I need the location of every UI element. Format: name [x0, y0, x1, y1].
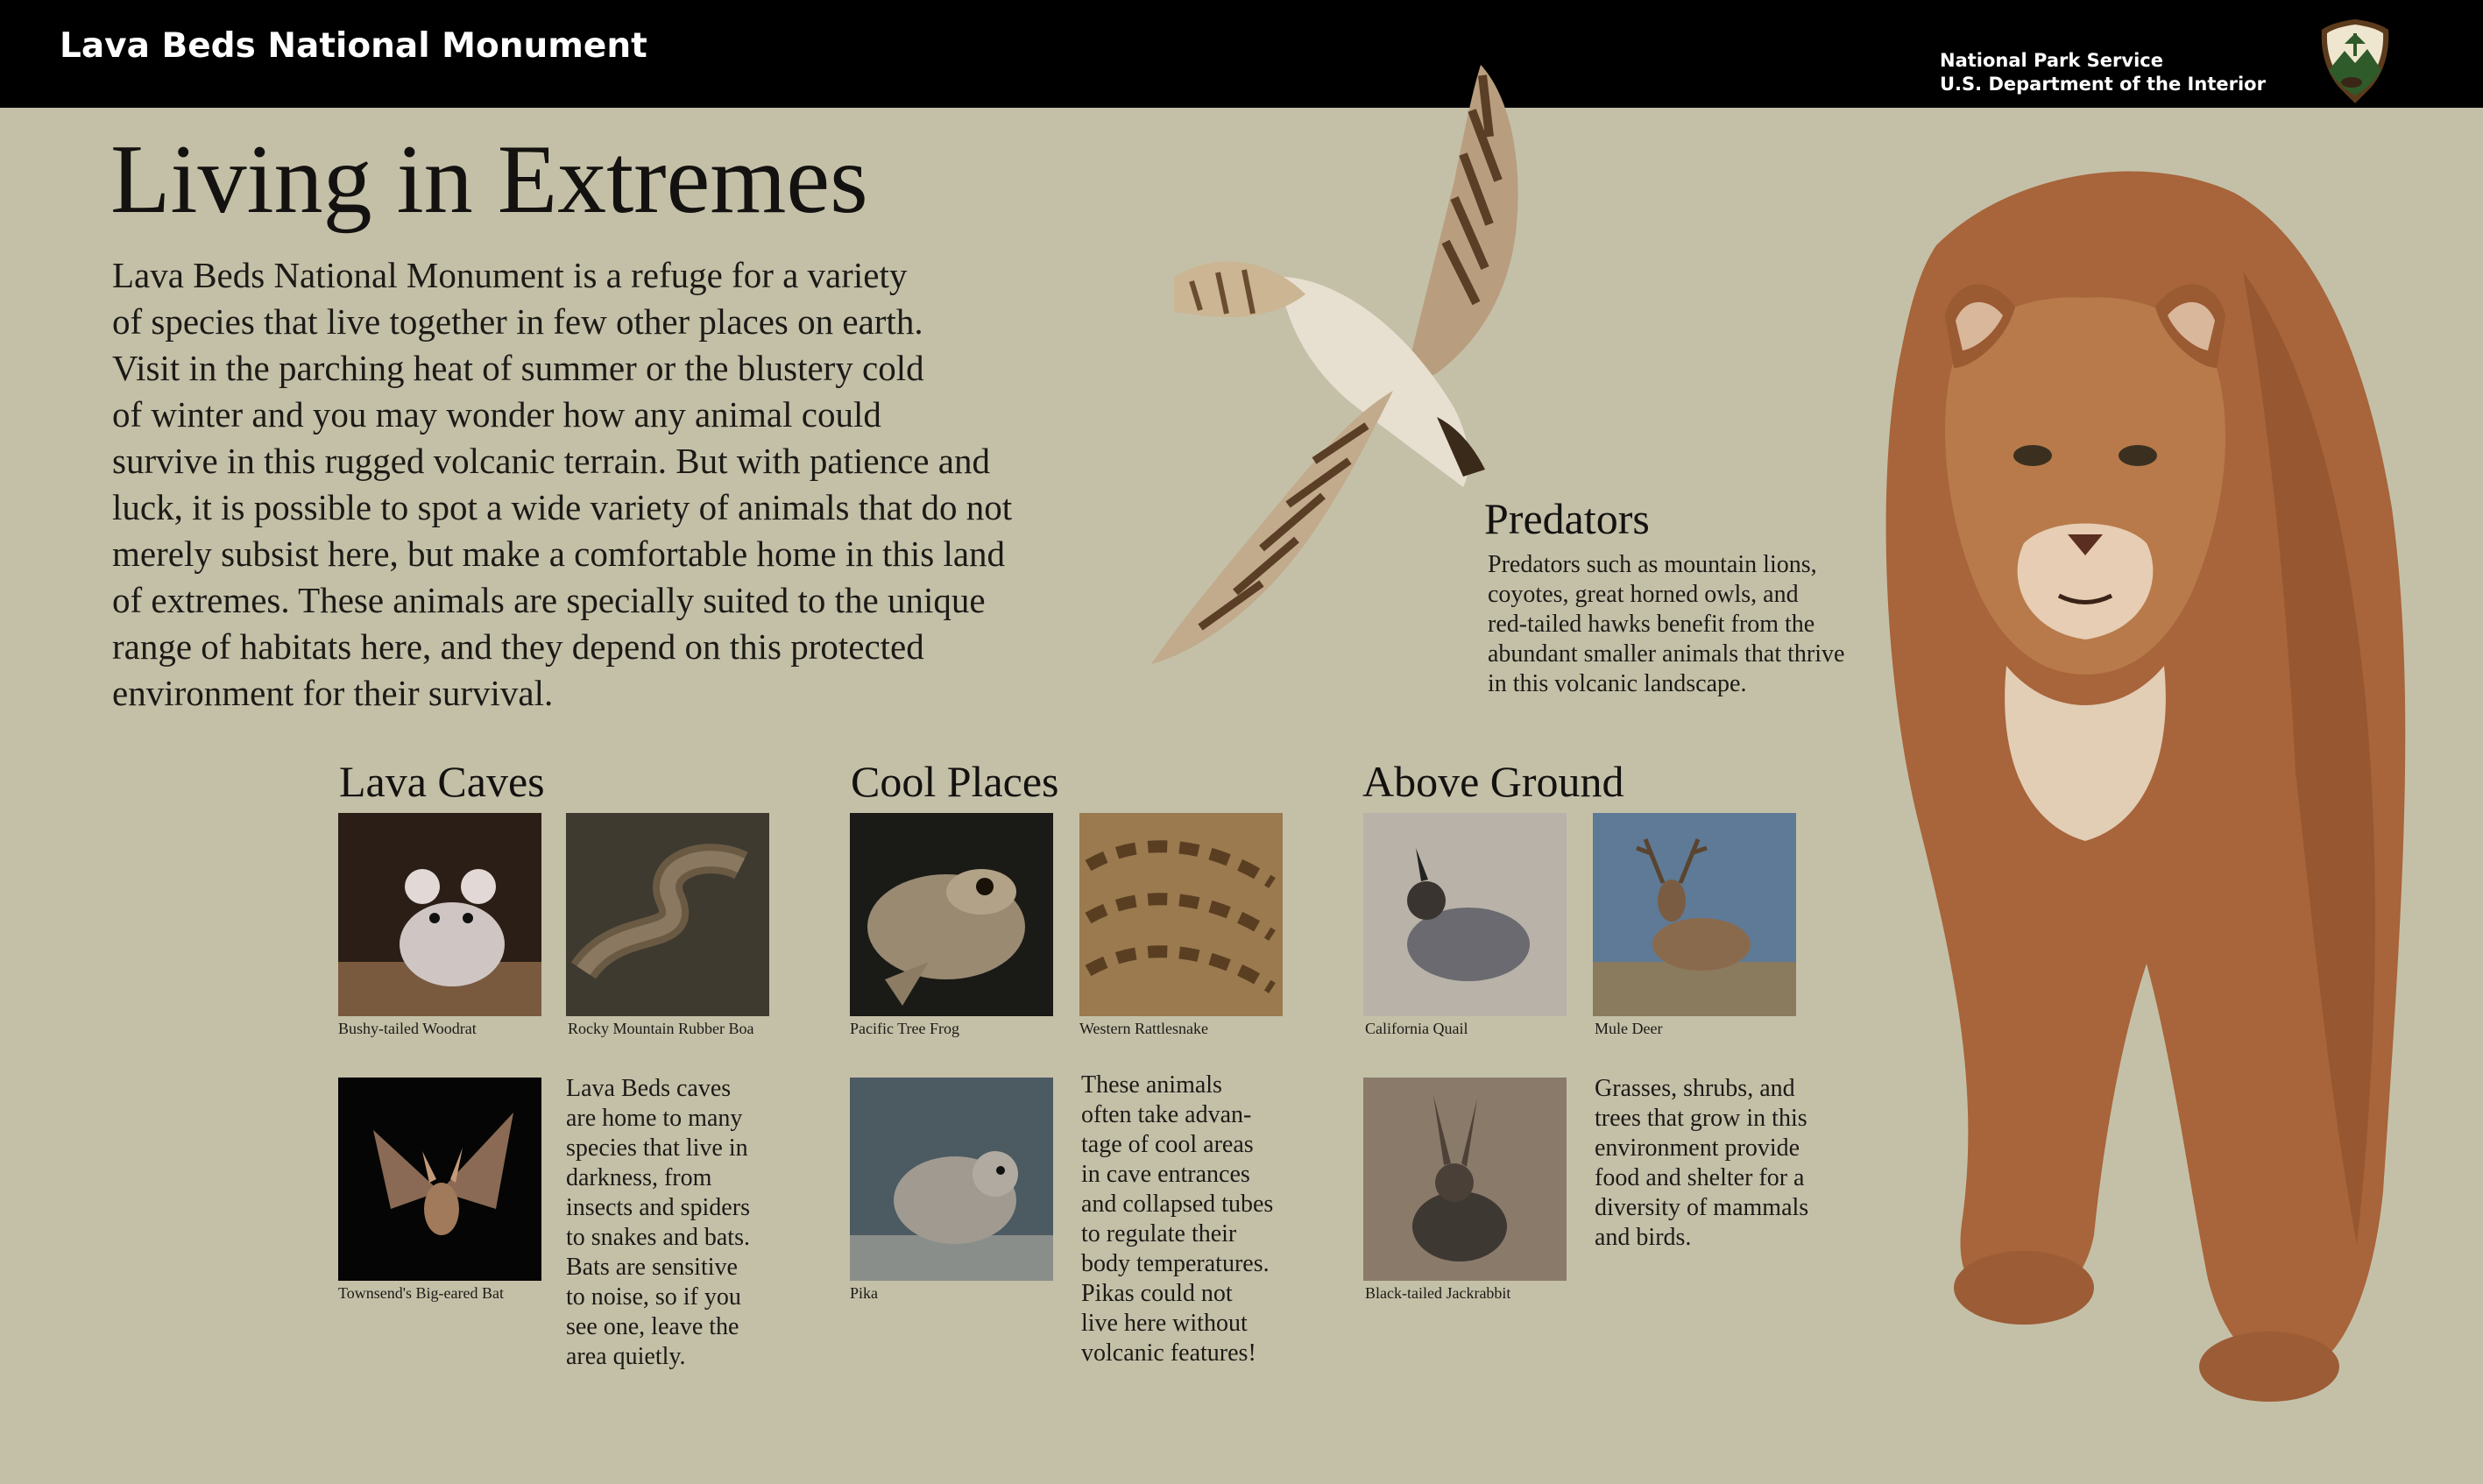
predators-title: Predators: [1484, 494, 1650, 543]
intro-line: range of habitats here, and they depend on this protected: [112, 626, 924, 667]
intro-line: luck, it is possible to spot a wide variety of animals that do not: [112, 487, 1013, 527]
predators-line: red-tailed hawks benefit from the: [1488, 611, 1815, 638]
predators-line: abundant smaller animals that thrive: [1488, 640, 1845, 668]
above-ground-line: food and shelter for a: [1595, 1164, 1805, 1191]
cool-places-line: volcanic features!: [1081, 1339, 1256, 1367]
above-ground-line: Grasses, shrubs, and: [1595, 1075, 1795, 1102]
agency-name: [1940, 49, 2266, 96]
cool-places-line: and collapsed tubes: [1081, 1191, 1274, 1218]
cool-places-line: body temperatures.: [1081, 1250, 1270, 1277]
tree-frog-caption: Pacific Tree Frog: [850, 1020, 959, 1037]
quail-caption: California Quail: [1365, 1020, 1468, 1037]
nps-arrowhead-logo: [2318, 18, 2392, 105]
rattlesnake-photo: [1079, 813, 1283, 1016]
woodrat-caption: Bushy-tailed Woodrat: [338, 1020, 477, 1037]
tree-frog-photo: [850, 813, 1053, 1016]
lava-caves-line: are home to many: [566, 1105, 743, 1132]
mule-deer-photo: [1593, 813, 1796, 1016]
cool-places-line: in cave entrances: [1081, 1161, 1250, 1188]
intro-line: of winter and you may wonder how any animal could: [112, 394, 881, 435]
big-eared-bat-photo: [338, 1078, 541, 1281]
intro-line: Lava Beds National Monument is a refuge for a variety: [112, 255, 908, 295]
intro-line: Visit in the parching heat of summer or the blustery cold: [112, 348, 924, 388]
site-title: Lava Beds National Monument: [60, 26, 647, 66]
cool-places-line: often take advan-: [1081, 1101, 1252, 1128]
cool-places-line: tage of cool areas: [1081, 1131, 1254, 1158]
agency-line-2: U.S. Department of the Interior: [1940, 74, 2266, 95]
predators-line: Predators such as mountain lions,: [1488, 551, 1817, 578]
lava-caves-title: Lava Caves: [339, 757, 545, 806]
above-ground-line: and birds.: [1595, 1224, 1692, 1251]
cool-places-line: live here without: [1081, 1310, 1248, 1337]
predators-text: [1488, 550, 1844, 699]
above-ground-line: diversity of mammals: [1595, 1194, 1809, 1221]
lava-caves-line: area quietly.: [566, 1343, 686, 1370]
lava-caves-line: species that live in: [566, 1134, 748, 1162]
cool-places-line: to regulate their: [1081, 1220, 1237, 1247]
above-ground-line: environment provide: [1595, 1134, 1800, 1162]
intro-line: of species that live together in few other places on earth.: [112, 301, 923, 342]
cool-places-text: [1081, 1071, 1273, 1368]
lava-caves-line: to snakes and bats.: [566, 1224, 750, 1251]
lava-caves-line: see one, leave the: [566, 1313, 739, 1340]
rubber-boa-caption: Rocky Mountain Rubber Boa: [568, 1020, 754, 1037]
intro-line: environment for their survival.: [112, 673, 554, 713]
jackrabbit-caption: Black-tailed Jackrabbit: [1365, 1284, 1511, 1302]
lava-caves-line: Bats are sensitive: [566, 1254, 738, 1281]
page-title: Living in Extremes: [110, 125, 868, 234]
lava-caves-line: to noise, so if you: [566, 1283, 741, 1311]
above-ground-text: [1595, 1074, 1808, 1253]
quail-photo: [1363, 813, 1567, 1016]
rubber-boa-photo: [566, 813, 769, 1016]
above-ground-line: trees that grow in this: [1595, 1105, 1807, 1132]
predators-line: coyotes, great horned owls, and: [1488, 581, 1799, 608]
predators-line: in this volcanic landscape.: [1488, 670, 1747, 697]
cool-places-title: Cool Places: [851, 757, 1059, 806]
cool-places-line: Pikas could not: [1081, 1280, 1233, 1307]
intro-paragraph: [112, 252, 1032, 717]
lava-caves-line: insects and spiders: [566, 1194, 750, 1221]
lava-caves-text: [566, 1074, 750, 1372]
intro-line: of extremes. These animals are specially suited to the unique: [112, 580, 986, 620]
woodrat-photo: [338, 813, 541, 1016]
mountain-lion-image: [1857, 140, 2471, 1402]
big-eared-bat-caption: Townsend's Big-eared Bat: [338, 1284, 504, 1302]
intro-line: survive in this rugged volcanic terrain. But with patience and: [112, 441, 990, 481]
agency-line-1: National Park Service: [1940, 50, 2163, 71]
intro-line: merely subsist here, but make a comfortable home in this land: [112, 534, 1006, 574]
lava-caves-line: Lava Beds caves: [566, 1075, 732, 1102]
cool-places-line: These animals: [1081, 1071, 1222, 1099]
rattlesnake-caption: Western Rattlesnake: [1079, 1020, 1208, 1037]
above-ground-title: Above Ground: [1362, 757, 1624, 806]
jackrabbit-photo: [1363, 1078, 1567, 1281]
pika-caption: Pika: [850, 1284, 879, 1302]
pika-photo: [850, 1078, 1053, 1281]
lava-caves-line: darkness, from: [566, 1164, 712, 1191]
mule-deer-caption: Mule Deer: [1595, 1020, 1663, 1037]
